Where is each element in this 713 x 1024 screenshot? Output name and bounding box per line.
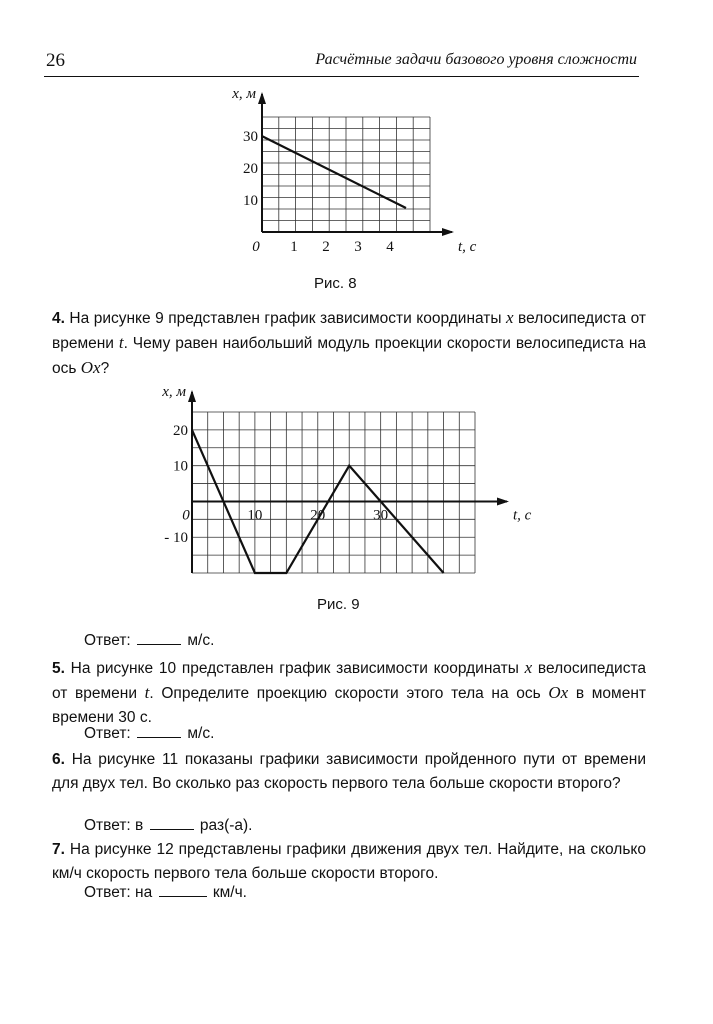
y-tick-label: 20 [173,422,188,439]
problem-7-text: На рисунке 12 представлены графики движения двух тел. Найдите, на сколько км/ч скорость первого тела больше скорости второго. [52,841,646,882]
y-tick-label: 10 [243,193,258,210]
y-tick-label: - 10 [164,530,188,547]
figure-8-chart [220,86,500,266]
answer-4-unit: м/с. [187,632,215,649]
problem-5-text: На рисунке 10 представлен график зависимости координаты x велосипедиста от времени t. Определите проекцию скорости этого тела на ось Ox в момент времени 30 с. [52,658,647,726]
answer-5 [84,725,214,743]
problem-4-number: 4. [52,310,65,327]
problem-6-text: На рисунке 11 показаны графики зависимости пройденного пути от времени для двух тел. Во сколько раз скорость первого тела больше скорости второго? [52,751,646,792]
y-axis-label: x, м [232,86,256,102]
axes [188,390,509,573]
figure-8-caption: Рис. 8 [314,275,357,292]
x-axis-arrow [442,228,454,236]
problem-6 [52,748,646,796]
x-tick-label: 1 [290,239,298,255]
problem-5-number: 5. [52,660,65,677]
x-axis-label: t, с [513,507,532,524]
x-axis-label: t, с [458,239,477,255]
x-tick-label: 20 [310,507,326,524]
answer-4-prefix: Ответ: [84,632,131,649]
x-tick-label: 10 [247,507,263,524]
problem-4-text: На рисунке 9 представлен график зависимости координаты x велосипедиста от времени t. Чему равен наибольший модуль проекции скорости велосипедиста на ось Ox? [52,308,647,377]
answer-7 [84,884,247,902]
answer-6-prefix: Ответ: в [84,817,144,834]
y-axis-arrow [188,390,196,402]
answer-4 [84,632,214,650]
x-tick-label: 4 [386,239,394,255]
answer-5-blank[interactable] [137,725,181,738]
tick-labels [231,86,476,255]
page-number: 26 [46,50,65,71]
x-axis-arrow [497,497,509,505]
x-tick-label: 2 [322,239,330,255]
x-tick-label: 30 [373,507,389,524]
tick-labels [161,384,531,546]
figure-9-chart [150,384,540,584]
y-axis-arrow [258,92,266,104]
answer-5-unit: м/с. [187,725,215,742]
answer-7-unit: км/ч. [212,884,247,901]
answer-4-blank[interactable] [137,632,181,645]
problem-7 [52,838,646,886]
axes [258,92,454,236]
x-tick-label: 3 [354,239,362,255]
y-tick-label: 20 [243,161,258,178]
grid [262,117,430,232]
answer-6-blank[interactable] [150,817,194,830]
y-tick-label: 10 [173,458,188,475]
x-tick-label: 0 [182,507,190,524]
x-tick-label: 0 [252,239,260,255]
page-header [44,48,639,77]
problem-7-number: 7. [52,841,65,858]
problem-6-number: 6. [52,751,65,768]
answer-7-blank[interactable] [159,884,207,897]
answer-5-prefix: Ответ: [84,725,131,742]
y-tick-label: 30 [243,129,258,146]
answer-7-prefix: Ответ: на [84,884,153,901]
running-title: Расчётные задачи базового уровня сложности [315,51,637,68]
answer-6-unit: раз(-а). [199,817,253,834]
problem-4 [52,306,646,381]
answer-6 [84,817,253,835]
problem-5 [52,656,646,730]
figure-9-caption: Рис. 9 [317,596,360,613]
y-axis-label: x, м [162,384,186,400]
